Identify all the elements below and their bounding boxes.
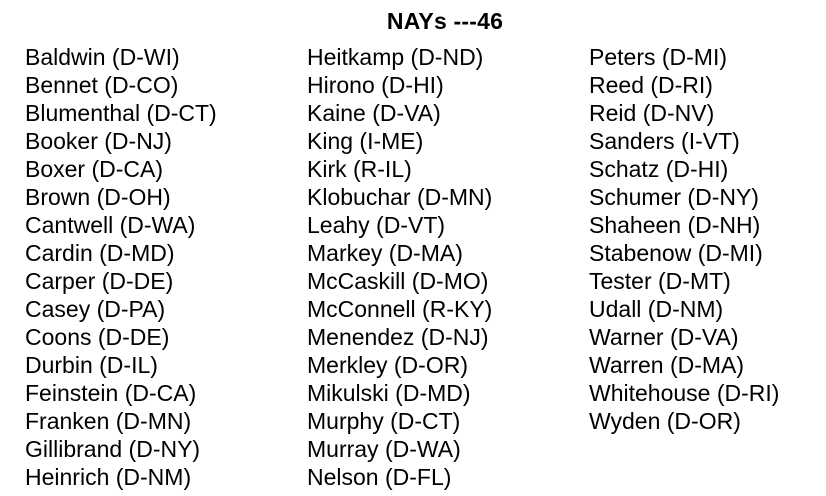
senator-entry: Gillibrand (D-NY)	[25, 436, 201, 462]
senator-entry: King (I-ME)	[307, 128, 424, 154]
senator-entry: Franken (D-MN)	[25, 408, 192, 434]
senator-entry: Udall (D-NM)	[589, 296, 724, 322]
senator-entry: Bennet (D-CO)	[25, 72, 179, 98]
senator-entry: Wyden (D-OR)	[589, 408, 741, 434]
senator-entry: Nelson (D-FL)	[307, 464, 452, 490]
senator-entry: McConnell (R-KY)	[307, 296, 493, 322]
senator-column-1	[25, 43, 217, 491]
senator-entry: Cardin (D-MD)	[25, 240, 175, 266]
vote-title: NAYs ---46	[386, 8, 504, 34]
senator-entry: Kirk (R-IL)	[307, 156, 412, 182]
senator-entry: Klobuchar (D-MN)	[307, 184, 493, 210]
senator-entry: Reed (D-RI)	[589, 72, 713, 98]
senator-entry: Cantwell (D-WA)	[25, 212, 196, 238]
senator-column-3	[589, 43, 779, 435]
senator-entry: Heitkamp (D-ND)	[307, 44, 484, 70]
senator-column-2	[307, 43, 492, 491]
senator-entry: Schatz (D-HI)	[589, 156, 729, 182]
senator-entry: Feinstein (D-CA)	[25, 380, 197, 406]
senator-entry: Kaine (D-VA)	[307, 100, 441, 126]
senator-entry: Murphy (D-CT)	[307, 408, 461, 434]
senator-entry: Baldwin (D-WI)	[25, 44, 180, 70]
senator-entry: Shaheen (D-NH)	[589, 212, 761, 238]
senator-entry: Peters (D-MI)	[589, 44, 727, 70]
senator-entry: Sanders (I-VT)	[589, 128, 740, 154]
senator-entry: Murray (D-WA)	[307, 436, 461, 462]
senator-entry: Heinrich (D-NM)	[25, 464, 192, 490]
senator-entry: Markey (D-MA)	[307, 240, 463, 266]
senator-entry: Booker (D-NJ)	[25, 128, 172, 154]
senator-entry: Blumenthal (D-CT)	[25, 100, 217, 126]
senator-entry: Mikulski (D-MD)	[307, 380, 471, 406]
senator-entry: McCaskill (D-MO)	[307, 268, 489, 294]
senator-entry: Whitehouse (D-RI)	[589, 380, 780, 406]
senator-entry: Brown (D-OH)	[25, 184, 171, 210]
senator-entry: Schumer (D-NY)	[589, 184, 759, 210]
senator-entry: Hirono (D-HI)	[307, 72, 444, 98]
senator-entry: Boxer (D-CA)	[25, 156, 164, 182]
senator-entry: Reid (D-NV)	[589, 100, 715, 126]
senator-entry: Casey (D-PA)	[25, 296, 166, 322]
senator-entry: Durbin (D-IL)	[25, 352, 158, 378]
senator-entry: Warren (D-MA)	[589, 352, 745, 378]
senator-entry: Warner (D-VA)	[589, 324, 739, 350]
senator-entry: Carper (D-DE)	[25, 268, 174, 294]
senator-entry: Leahy (D-VT)	[307, 212, 446, 238]
senator-entry: Coons (D-DE)	[25, 324, 170, 350]
senator-entry: Tester (D-MT)	[589, 268, 731, 294]
senator-entry: Menendez (D-NJ)	[307, 324, 489, 350]
senator-entry: Merkley (D-OR)	[307, 352, 468, 378]
senator-entry: Stabenow (D-MI)	[589, 240, 763, 266]
